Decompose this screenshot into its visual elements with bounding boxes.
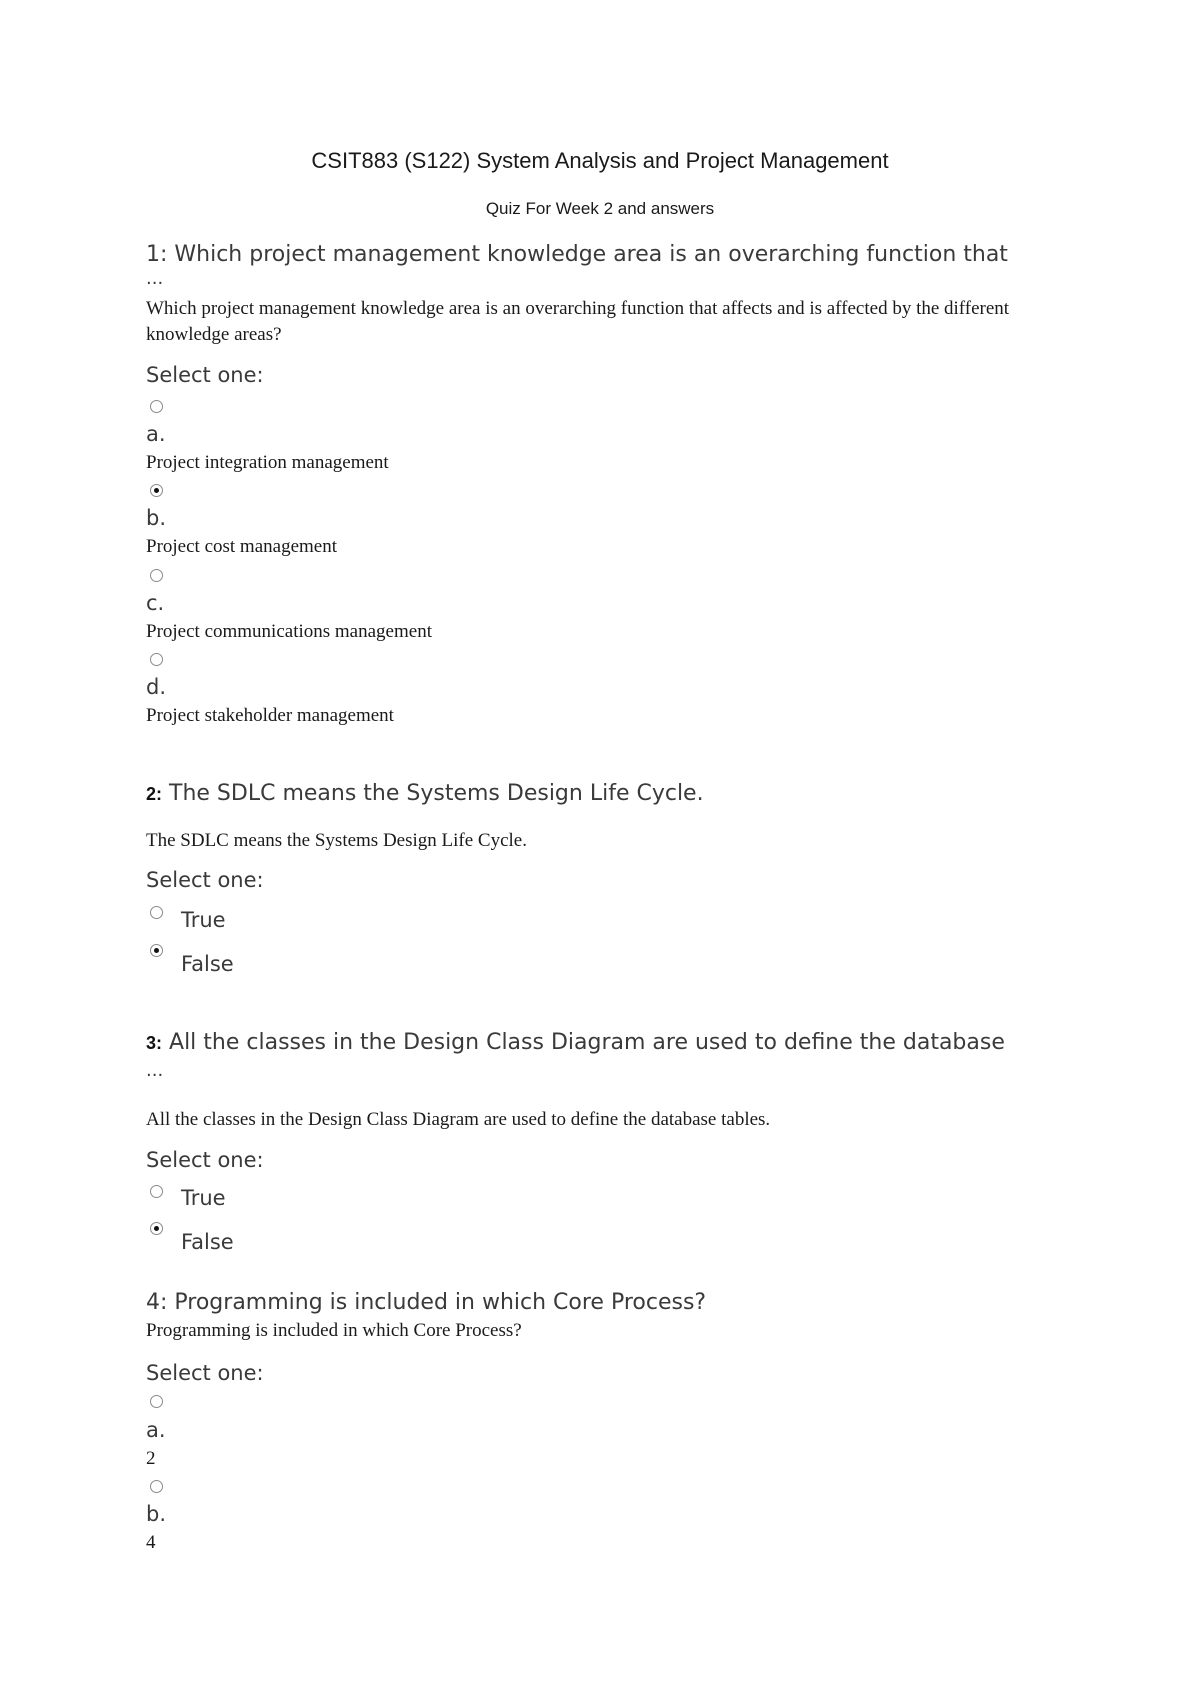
- question-1-option-d-text[interactable]: Project stakeholder management: [146, 705, 394, 726]
- question-1-option-d-radio[interactable]: [150, 653, 163, 666]
- question-1-option-a-radio[interactable]: [150, 400, 163, 413]
- question-4-option-a-text[interactable]: 2: [146, 1448, 156, 1469]
- question-2-false-label[interactable]: False: [181, 952, 234, 976]
- question-4-select-label: Select one:: [146, 1361, 264, 1385]
- question-1-ellipsis: ...: [146, 268, 164, 289]
- question-2-false-radio[interactable]: [150, 944, 163, 957]
- question-4-option-b-letter: b.: [146, 1502, 167, 1526]
- question-1-option-c-radio[interactable]: [150, 569, 163, 582]
- question-2-heading-row: [146, 781, 704, 806]
- question-3-select-label: Select one:: [146, 1148, 264, 1172]
- document-subtitle: Quiz For Week 2 and answers: [485, 199, 715, 218]
- question-3-true-label[interactable]: True: [181, 1186, 226, 1210]
- question-1-select-label: Select one:: [146, 363, 264, 387]
- question-2-true-radio[interactable]: [150, 906, 163, 919]
- question-3-heading: All the classes in the Design Class Diagram are used to define the database: [169, 1030, 1005, 1055]
- question-1-heading: 1: Which project management knowledge area is an overarching function that: [146, 242, 1008, 267]
- question-1-option-b-letter: b.: [146, 506, 167, 530]
- question-2-select-label: Select one:: [146, 868, 264, 892]
- question-1-option-a-text[interactable]: Project integration management: [146, 452, 389, 473]
- question-2-heading: The SDLC means the Systems Design Life Cycle.: [169, 781, 704, 806]
- question-1-option-b-text[interactable]: Project cost management: [146, 536, 337, 557]
- question-1-option-c-letter: c.: [146, 591, 165, 615]
- question-3-ellipsis: ...: [146, 1060, 164, 1081]
- question-3-heading-row: [146, 1030, 1005, 1055]
- question-2-text: The SDLC means the Systems Design Life Cycle.: [146, 830, 527, 851]
- question-1-text: Which project management knowledge area is an overarching function that affects and is affected by the different knowledge areas?: [146, 298, 1010, 345]
- question-3-true-radio[interactable]: [150, 1185, 163, 1198]
- question-4-option-a-letter: a.: [146, 1418, 166, 1442]
- question-1-option-d-letter: d.: [146, 675, 167, 699]
- question-3-text: All the classes in the Design Class Diagram are used to define the database tables.: [146, 1109, 771, 1130]
- question-3-false-radio[interactable]: [150, 1222, 163, 1235]
- question-4-option-a-radio[interactable]: [150, 1395, 163, 1408]
- question-4-option-b-radio[interactable]: [150, 1480, 163, 1493]
- question-1-option-a-letter: a.: [146, 422, 166, 446]
- question-3-number: 3:: [146, 1033, 163, 1053]
- question-2-true-label[interactable]: True: [181, 908, 226, 932]
- question-4-heading: 4: Programming is included in which Core Process?: [146, 1290, 707, 1315]
- question-4-text: Programming is included in which Core Process?: [146, 1320, 522, 1341]
- document-title: CSIT883 (S122) System Analysis and Project Management: [311, 148, 889, 173]
- question-1-option-b-radio[interactable]: [150, 484, 163, 497]
- question-4-option-b-text[interactable]: 4: [146, 1532, 156, 1553]
- question-1-option-c-text[interactable]: Project communications management: [146, 621, 432, 642]
- question-2-number: 2:: [146, 784, 163, 804]
- question-3-false-label[interactable]: False: [181, 1230, 234, 1254]
